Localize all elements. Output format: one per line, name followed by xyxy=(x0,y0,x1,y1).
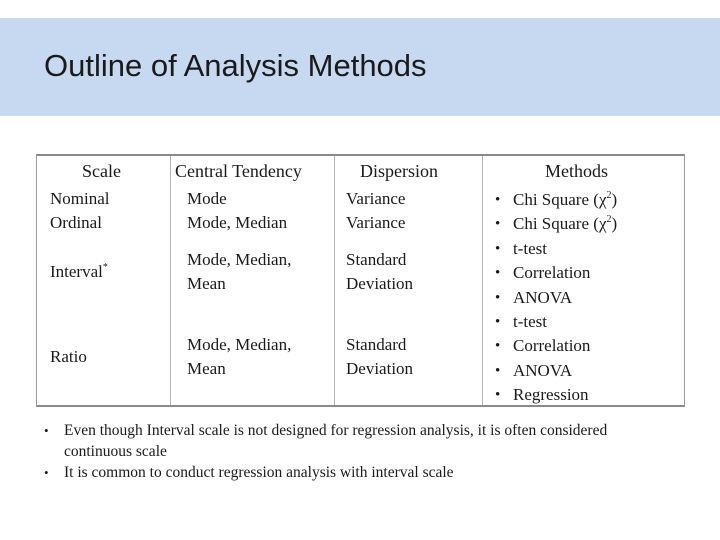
central-tendency-ordinal: Mode, Median xyxy=(187,213,288,232)
method-item: • ANOVA xyxy=(495,359,617,383)
dispersion-ratio-line2: Deviation xyxy=(346,359,414,378)
method-item: • t-test xyxy=(495,237,617,261)
footnotes-list xyxy=(44,420,644,483)
central-tendency-ratio-line2: Mean xyxy=(187,359,226,378)
column-divider xyxy=(334,156,335,405)
central-tendency-nominal: Mode xyxy=(187,189,227,208)
scale-interval-label: Interval xyxy=(50,262,103,281)
method-item: • Chi Square $(\chi^2)$ xyxy=(495,212,617,236)
header-central-tendency: Central Tendency xyxy=(175,161,302,181)
method-item: • Correlation xyxy=(495,261,617,285)
chi-symbol: χ xyxy=(598,190,607,209)
header-methods: Methods xyxy=(545,161,608,181)
asterisk-mark: * xyxy=(102,262,108,273)
scale-nominal: Nominal xyxy=(50,189,110,208)
method-item: • t-test xyxy=(495,310,617,334)
scale-ratio: Ratio xyxy=(50,347,87,366)
method-item: • Regression xyxy=(495,383,617,407)
column-divider xyxy=(170,156,171,405)
footnote-item: • It is common to conduct regression analysis with interval scale xyxy=(44,462,644,483)
method-item: • Chi Square $(\chi^2)$ xyxy=(495,188,617,212)
central-tendency-ratio-line1: Mode, Median, xyxy=(187,335,292,354)
dispersion-nominal: Variance xyxy=(346,189,406,208)
central-tendency-interval-line1: Mode, Median, xyxy=(187,250,292,269)
central-tendency-interval-line2: Mean xyxy=(187,274,226,293)
methods-list xyxy=(495,188,617,408)
dispersion-interval-line2: Deviation xyxy=(346,274,414,293)
footnote-item: • Even though Interval scale is not designed for regression analysis, it is often considered continuous scale xyxy=(44,420,644,462)
header-dispersion: Dispersion xyxy=(360,161,438,181)
chi-symbol: χ xyxy=(598,214,607,234)
method-item: • ANOVA xyxy=(495,286,617,310)
scale-interval xyxy=(50,262,108,282)
header-scale: Scale xyxy=(82,161,121,181)
method-item: • Correlation xyxy=(495,334,617,358)
scale-ordinal: Ordinal xyxy=(50,213,102,232)
slide-title: Outline of Analysis Methods xyxy=(44,48,427,83)
dispersion-ratio-line1: Standard xyxy=(346,335,407,354)
dispersion-interval-line1: Standard xyxy=(346,250,407,269)
column-divider xyxy=(482,156,483,405)
dispersion-ordinal: Variance xyxy=(346,213,406,232)
